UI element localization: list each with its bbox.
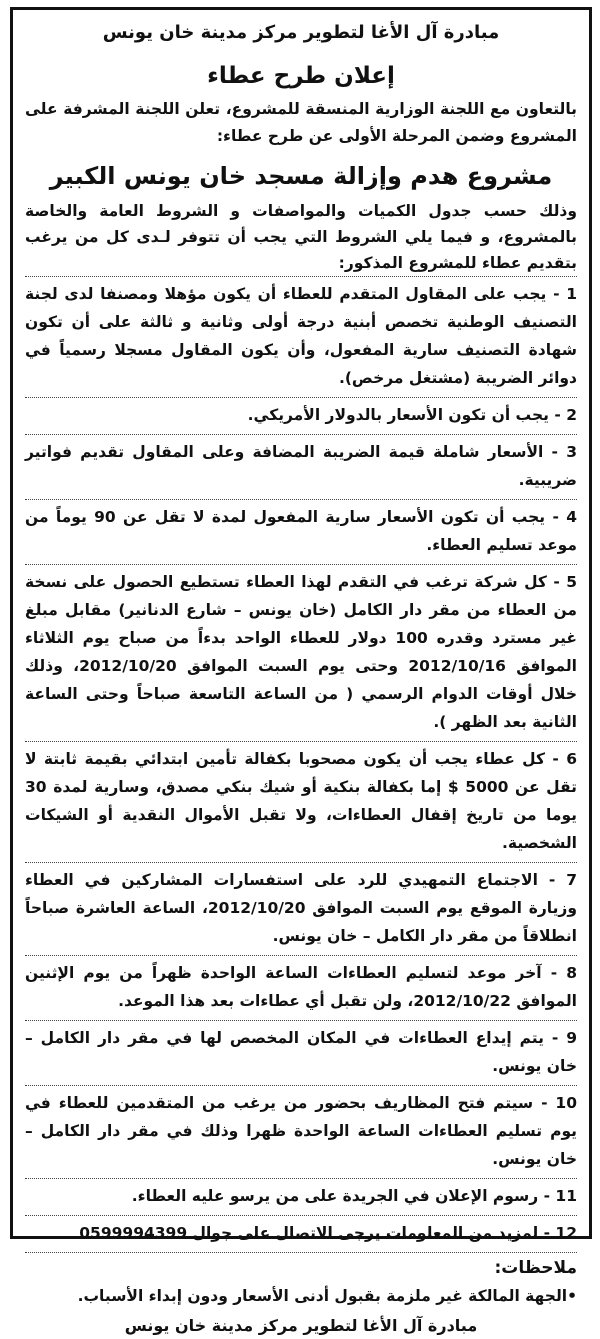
condition-number: 9 - xyxy=(551,1029,577,1047)
condition-number: 2 - xyxy=(554,406,577,424)
condition-text: يتم إيداع العطاءات في المكان المخصص لها في مقر دار الكامل – خان يونس. xyxy=(25,1029,577,1075)
initiative-footer: مبادرة آل الأغا لتطوير مركز مدينة خان يونس xyxy=(124,1316,478,1335)
condition-text: يجب على المقاول المتقدم للعطاء أن يكون مؤهلا ومصنفا لدى لجنة التصنيف الوطنية تخصص أبنية درجة أولى وثانية و ثالثة على أن تكون شهادة التصنيف سارية المفعول، وأن يكون المقاول مسجلا رسمياً في دوائر الضريبة (مشتغل مرخص). xyxy=(25,285,577,387)
preamble-paragraph: وذلك حسب جدول الكميات والمواصفات و الشروط العامة والخاصة بالمشروع، و فيما يلي الشروط التي يجب أن تتوفر لـدى كل من يرغب بتقديم عطاء للمشروع المذكور: xyxy=(25,202,577,272)
condition-text: يجب أن تكون الأسعار سارية المفعول لمدة لا تقل عن 90 يوماً من موعد تسليم العطاء. xyxy=(25,508,577,554)
ad-frame xyxy=(10,7,592,1335)
intro-paragraph: بالتعاون مع اللجنة الوزارية المنسقة للمشروع، تعلن اللجنة المشرفة على المشروع وضمن المرحلة الأولى عن طرح عطاء: xyxy=(25,100,577,145)
condition-text: الاجتماع التمهيدي للرد على استفسارات المشاركين في العطاء وزيارة الموقع يوم السبت الموافق 2012/10/20، الساعة العاشرة صباحاً انطلاقاً من مقر دار الكامل – خان يونس. xyxy=(25,871,577,945)
condition-number: 4 - xyxy=(552,508,577,526)
condition-item xyxy=(25,1178,577,1215)
condition-number: 11 - xyxy=(543,1187,577,1205)
condition-item xyxy=(25,499,577,564)
condition-item xyxy=(25,741,577,862)
condition-number: 6 - xyxy=(552,750,577,768)
condition-number: 3 - xyxy=(551,443,577,461)
condition-item xyxy=(25,862,577,955)
condition-item xyxy=(25,434,577,499)
project-title: مشروع هدم وإزالة مسجد خان يونس الكبير xyxy=(49,162,553,190)
condition-text: الأسعار شاملة قيمة الضريبة المضافة وعلى المقاول تقديم فواتير ضريبية. xyxy=(25,443,577,489)
condition-text: سيتم فتح المظاريف بحضور من يرغب من المتقدمين للعطاء في يوم تسليم العطاءات الساعة الواحدة ظهرا وذلك في مقر دار الكامل – خان يونس. xyxy=(25,1094,577,1168)
announcement-title: إعلان طرح عطاء xyxy=(207,63,395,89)
condition-item xyxy=(25,1215,577,1252)
condition-text: كل عطاء يجب أن يكون مصحوبا بكفالة تأمين ابتدائي بقيمة ثابتة لا تقل عن 5000 $ إما بكفالة بنكية أو شيك بنكي مصدق، وسارية لمدة 30 يوما من تاريخ إقفال العطاءات، ولا تقبل الأموال النقدية أو الشيكات الشخصية. xyxy=(25,750,577,852)
condition-item xyxy=(25,1020,577,1085)
condition-item xyxy=(25,1085,577,1178)
condition-text: آخر موعد لتسليم العطاءات الساعة الواحدة ظهراً من يوم الإثنين الموافق 2012/10/22، ولن تقبل أي عطاءات بعد هذا الموعد. xyxy=(25,964,577,1010)
condition-text: يجب أن تكون الأسعار بالدولار الأمريكي. xyxy=(247,406,549,424)
condition-item xyxy=(25,564,577,741)
condition-text: لمزيد من المعلومات يرجى الاتصال على جوال 0599994399 xyxy=(79,1224,539,1242)
condition-number: 1 - xyxy=(553,285,577,303)
condition-text: كل شركة ترغب في التقدم لهذا العطاء تستطيع الحصول على نسخة من العطاء من مقر دار الكامل (خان يونس – شارع الدنانير) مقابل مبلغ غير مسترد وقدره 100 دولار للعطاء الواحد بدءاً من صباح يوم الثلاثاء الموافق 2012/10/16 وحتى يوم السبت الموافق 2012/10/20، وذلك خلال أوقات الدوام الرسمي ( من الساعة التاسعة صباحاً وحتى الساعة الثانية بعد الظهر ). xyxy=(25,573,577,731)
condition-number: 5 - xyxy=(553,573,577,591)
initiative-header: مبادرة آل الأغا لتطوير مركز مدينة خان يونس xyxy=(102,22,500,43)
condition-item xyxy=(25,397,577,434)
condition-number: 7 - xyxy=(548,871,577,889)
condition-number: 8 - xyxy=(550,964,577,982)
condition-number: 12 - xyxy=(543,1224,577,1242)
condition-item xyxy=(25,955,577,1020)
condition-text: رسوم الإعلان في الجريدة على من يرسو عليه العطاء. xyxy=(131,1187,539,1205)
conditions-list xyxy=(25,276,577,1252)
condition-item xyxy=(25,276,577,397)
note-item: •الجهة المالكة غير ملزمة بقبول أدنى الأسعار ودون إبداء الأسباب. xyxy=(77,1287,577,1305)
condition-number: 10 - xyxy=(541,1094,577,1112)
notes-heading: ملاحظات: xyxy=(25,1252,577,1281)
